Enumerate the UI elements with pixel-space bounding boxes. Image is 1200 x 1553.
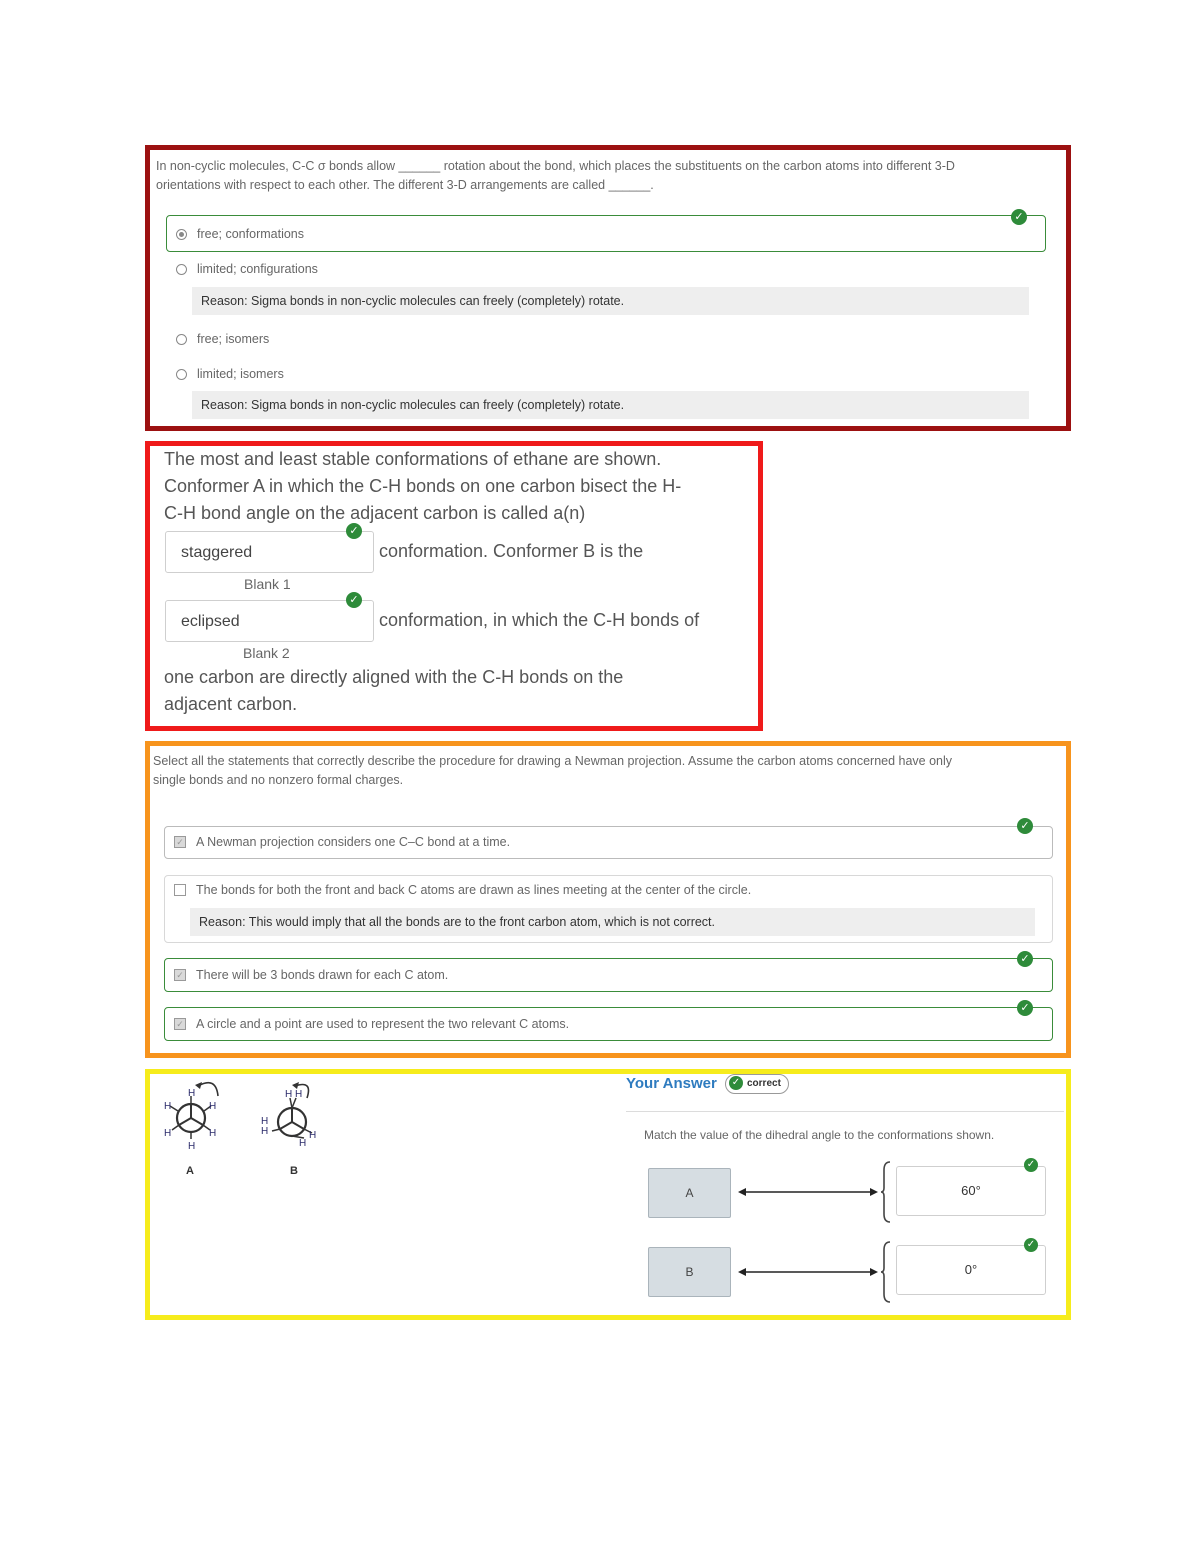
q2-after-blank-1: conformation. Conformer B is the	[379, 541, 644, 561]
q3-option-3-checkbox[interactable]: ✓	[174, 969, 186, 981]
q3-option-2-label: The bonds for both the front and back C atoms are drawn as lines meeting at the center of the circle.	[196, 883, 752, 897]
newman-b-atom-h-top-left: H	[285, 1089, 293, 1100]
match-right-0[interactable]: 0°	[896, 1245, 1046, 1295]
q1-option-1-label: free; conformations	[197, 227, 304, 241]
q1-option-2-label: limited; configurations	[197, 262, 318, 276]
q2-line-end-2: adjacent carbon.	[164, 694, 298, 714]
q3-option-2-reason: Reason: This would imply that all the bonds are to the front carbon atom, which is not correct.	[190, 908, 1035, 936]
q2-after-blank-2: conformation, in which the C-H bonds of	[379, 610, 700, 630]
newman-a-atom-h-upper-right: H	[209, 1101, 217, 1112]
check-icon: ✓	[346, 592, 362, 608]
blank-2-input[interactable]: eclipsed	[165, 600, 374, 642]
q1-option-1-radio[interactable]	[176, 229, 187, 240]
double-arrow-icon	[738, 1184, 878, 1200]
newman-a-atom-h-upper-left: H	[164, 1101, 172, 1112]
newman-b-atom-h-left-upper: H	[261, 1116, 269, 1127]
newman-projection-b	[255, 1076, 330, 1156]
q1-option-4-label: limited; isomers	[197, 367, 284, 381]
check-icon: ✓	[1017, 818, 1033, 834]
q3-option-3-label: There will be 3 bonds drawn for each C atom.	[196, 968, 449, 982]
match-left-b[interactable]: B	[648, 1247, 731, 1297]
correct-badge-label: correct	[747, 1078, 781, 1089]
newman-b-atom-h-left-lower: H	[261, 1126, 269, 1137]
newman-b-atom-h-right: H	[309, 1130, 317, 1141]
newman-a-atom-h-lower-right: H	[209, 1128, 217, 1139]
q2-line-2: Conformer A in which the C-H bonds on one carbon bisect the H-	[164, 476, 682, 496]
molecule-label-b: B	[290, 1165, 298, 1177]
newman-b-atom-h-top-right: H	[295, 1089, 303, 1100]
newman-b-atom-h-bottom: H	[299, 1138, 307, 1149]
q1-option-2-reason: Reason: Sigma bonds in non-cyclic molecules can freely (completely) rotate.	[192, 287, 1029, 315]
q3-prompt-line-1: Select all the statements that correctly describe the procedure for drawing a Newman projection. Assume the carbon atoms concerned have only	[153, 754, 953, 768]
q2-ending	[164, 664, 754, 718]
q1-option-4-radio[interactable]	[176, 369, 187, 380]
q1-prompt-line-1: In non-cyclic molecules, C-C σ bonds allow ______ rotation about the bond, which places the substituents on the carbon atoms into different 3-D	[156, 159, 955, 173]
divider	[626, 1111, 1064, 1112]
q3-prompt-line-2: single bonds and no nonzero formal charges.	[153, 773, 404, 787]
blank-2-label: Blank 2	[243, 645, 290, 661]
bracket-icon	[880, 1240, 892, 1304]
double-arrow-icon	[738, 1264, 878, 1280]
check-icon: ✓	[1024, 1238, 1038, 1252]
q3-option-1-label: A Newman projection considers one C–C bond at a time.	[196, 835, 511, 849]
your-answer-heading: Your Answer	[626, 1075, 717, 1092]
q2-intro	[164, 446, 754, 527]
newman-a-atom-h-bottom: H	[188, 1141, 196, 1152]
check-icon: ✓	[1017, 951, 1033, 967]
newman-a-atom-h-lower-left: H	[164, 1128, 172, 1139]
check-icon: ✓	[1024, 1158, 1038, 1172]
bracket-icon	[880, 1160, 892, 1224]
molecule-label-a: A	[186, 1165, 194, 1177]
q1-option-4-reason: Reason: Sigma bonds in non-cyclic molecules can freely (completely) rotate.	[192, 391, 1029, 419]
q3-option-2-checkbox[interactable]	[174, 884, 186, 896]
blank-1-label: Blank 1	[244, 576, 291, 592]
q4-instruction: Match the value of the dihedral angle to the conformations shown.	[644, 1128, 995, 1142]
check-icon: ✓	[1017, 1000, 1033, 1016]
match-left-a[interactable]: A	[648, 1168, 731, 1218]
check-icon: ✓	[729, 1076, 743, 1090]
q1-prompt-line-2: orientations with respect to each other. The different 3-D arrangements are called ______.	[156, 178, 654, 192]
match-right-60[interactable]: 60°	[896, 1166, 1046, 1216]
check-icon: ✓	[1011, 209, 1027, 225]
q3-prompt	[153, 752, 1058, 790]
newman-a-atom-h-top: H	[188, 1088, 196, 1099]
check-icon: ✓	[346, 523, 362, 539]
q1-option-2-radio[interactable]	[176, 264, 187, 275]
q1-option-3-label: free; isomers	[197, 332, 270, 346]
q1-prompt	[156, 157, 1061, 195]
correct-badge	[725, 1074, 789, 1094]
q2-line-end-1: one carbon are directly aligned with the C-H bonds on the	[164, 667, 624, 687]
q2-line-1: The most and least stable conformations of ethane are shown.	[164, 449, 662, 469]
q3-option-4-label: A circle and a point are used to represent the two relevant C atoms.	[196, 1017, 570, 1031]
blank-1-input[interactable]: staggered	[165, 531, 374, 573]
newman-projection-a	[158, 1076, 233, 1156]
q2-line-3: C-H bond angle on the adjacent carbon is called a(n)	[164, 503, 586, 523]
q3-option-4-checkbox[interactable]: ✓	[174, 1018, 186, 1030]
q1-option-3-radio[interactable]	[176, 334, 187, 345]
q3-option-1-checkbox[interactable]: ✓	[174, 836, 186, 848]
